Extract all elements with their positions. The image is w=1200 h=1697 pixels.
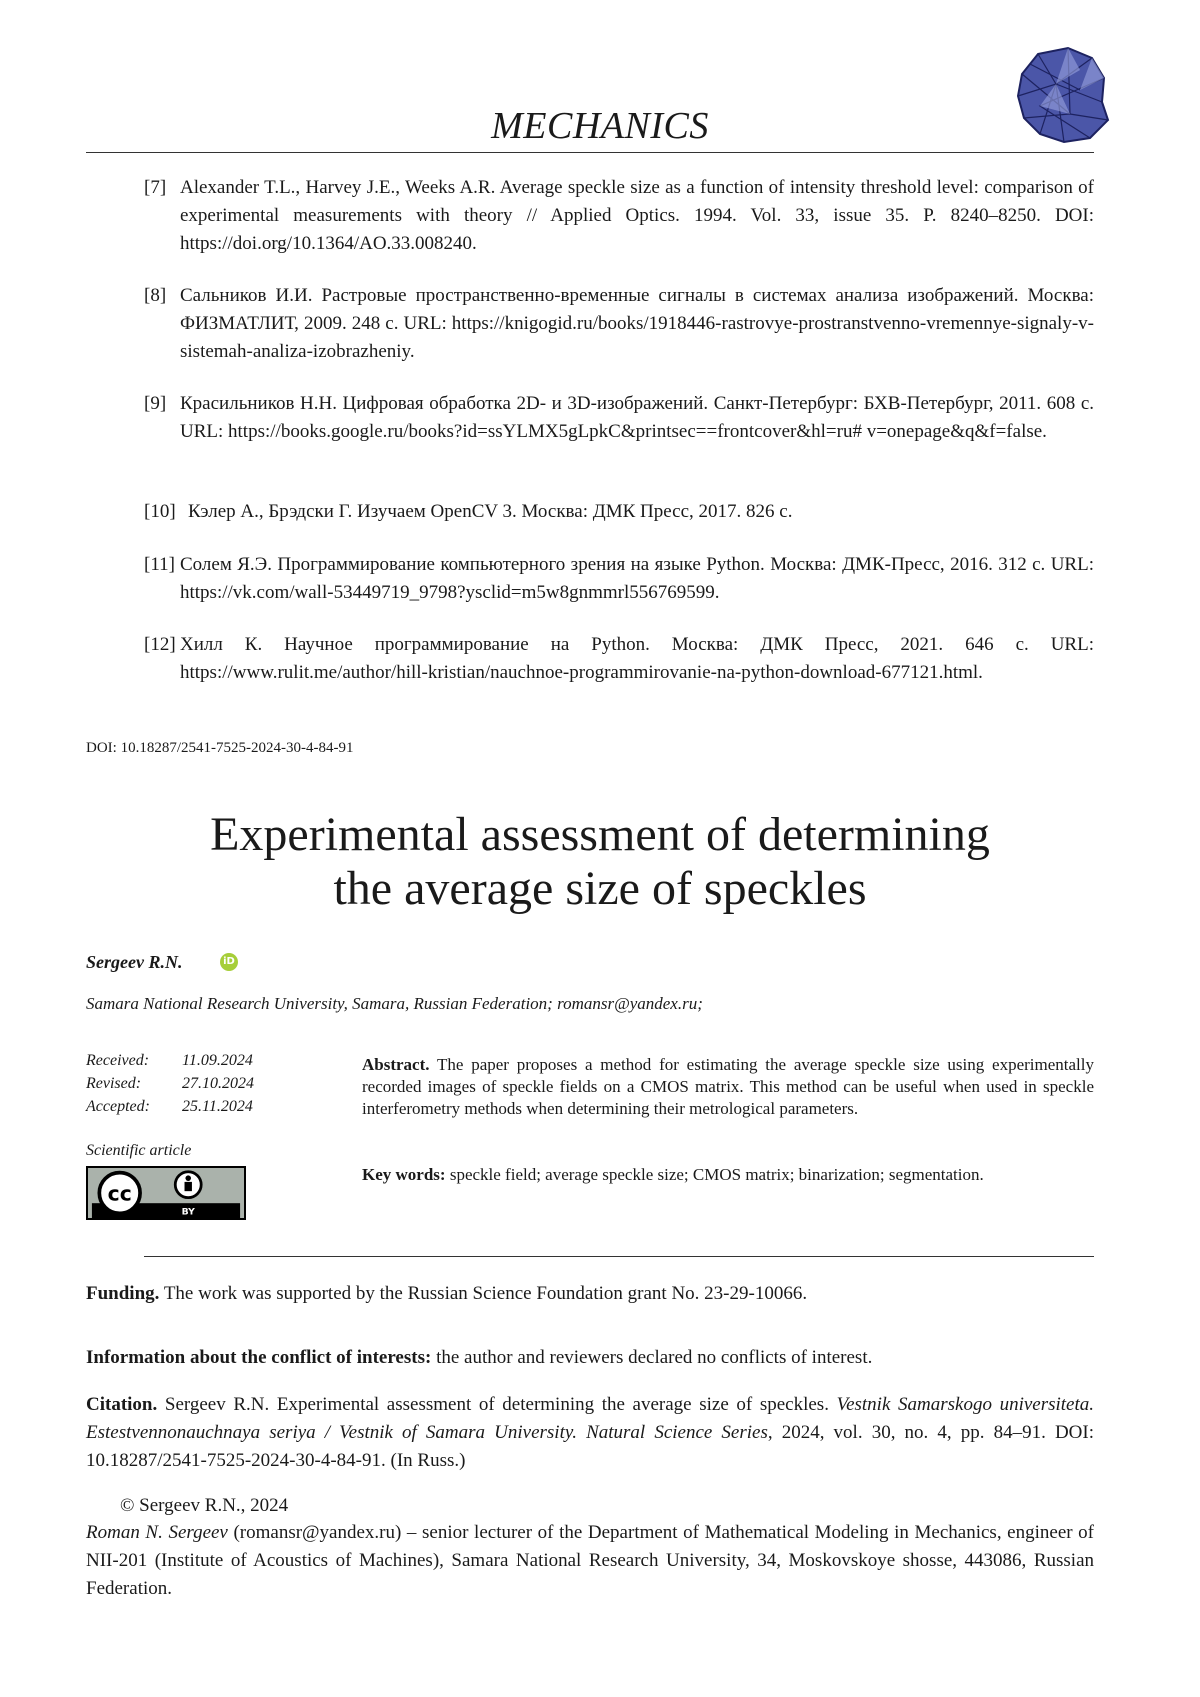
abstract [362, 1054, 1094, 1120]
article-title [0, 808, 1200, 916]
citation-journal: Vestnik Samarskogo universiteta. Estestvennonauchnaya seriya / Vestnik of Samara University. Natural Science Series [86, 1394, 1095, 1443]
section-rule [144, 1256, 1094, 1257]
svg-text:cc: cc [107, 1181, 132, 1206]
revised-date: Revised: 27.10.2024 [86, 1075, 254, 1092]
funding-text: The work was supported by the Russian Science Foundation grant No. 23-29-10066. [163, 1283, 808, 1304]
cc-by-license-badge[interactable] [86, 1166, 246, 1220]
abstract-text: The paper proposes a method for estimating the average speckle size using experimentally recorded images of speckle fields on a CMOS matrix. This method can be useful when used in speckle interferometry methods when determining their metrological parameters. [362, 1055, 1094, 1118]
accepted-date: Accepted: 25.11.2024 [86, 1098, 253, 1115]
bio-text: (romansr@yandex.ru) – senior lecturer of the Department of Mathematical Modeling in Mechanics, engineer of NII-201 (Institute of Acoustics of Machines), Samara National Research University, 34, Moskovskoye shosse, 443086, Russian Federation. [86, 1522, 1095, 1599]
funding-label: Funding. [86, 1283, 160, 1304]
attribution-icon [175, 1172, 201, 1198]
orcid-icon[interactable]: iD [220, 953, 238, 971]
reference-item: [9] Красильников Н.Н. Цифровая обработка 2D- и 3D-изображений. Санкт-Петербург: БХВ-Петербург, 2011. 608 с. URL: https://books.google.ru/books?id=ssYLMX5gLpkC&printsec==frontcover&hl=ru# v=onepage&q&f=false. [144, 393, 1094, 442]
reference-item: [11] Солем Я.Э. Программирование компьютерного зрения на языке Python. Москва: ДМК-Пресс, 2016. 312 с. URL: https://vk.com/wall-53449719_9798?ysclid=m5w8gnmmrl556769599. [144, 554, 1094, 603]
received-date: Received: 11.09.2024 [86, 1052, 253, 1069]
article-type: Scientific article [86, 1142, 192, 1159]
article-doi: DOI: 10.18287/2541-7525-2024-30-4-84-91 [86, 740, 354, 756]
title-line: the average size of speckles [333, 862, 867, 915]
journal-logo [1010, 44, 1110, 144]
copyright: © Sergeev R.N., 2024 [120, 1495, 289, 1516]
keywords [362, 1164, 1094, 1186]
reference-item: [7] Alexander T.L., Harvey J.E., Weeks A.R. Average speckle size as a function of intensity threshold level: comparison of experimental measurements with theory // Applied Optics. 1994. Vol. 33, issue 35. P. 8240–8250. DOI: https://doi.org/10.1364/AO.33.008240. [144, 177, 1094, 254]
citation-details: , 2024, vol. 30, no. 4, pp. 84–91. DOI: 10.18287/2541-7525-2024-30-4-84-91. (In Russ.) [86, 1422, 1094, 1471]
conflict-label: Information about the conflict of interests: [86, 1347, 432, 1368]
running-head: MECHANICS [491, 105, 709, 147]
reference-item: [12] Хилл К. Научное программирование на Python. Москва: ДМК Пресс, 2021. 646 с. URL: https://www.rulit.me/author/hill-kristian/nauchnoe-programmirovanie-na-python-download-677121.html. [144, 634, 1094, 683]
reference-item: [10] Кэлер А., Брэдски Г. Изучаем OpenCV 3. Москва: ДМК Пресс, 2017. 826 с. [144, 501, 793, 522]
abstract-label: Abstract. [362, 1055, 430, 1074]
citation [86, 1391, 1094, 1475]
author-bio [86, 1519, 1094, 1603]
conflict-of-interests [86, 1344, 1094, 1372]
keywords-text: speckle field; average speckle size; CMOS matrix; binarization; segmentation. [449, 1165, 984, 1184]
reference-item: [8] Сальников И.И. Растровые пространственно-временные сигналы в системах анализа изображений. Москва: ФИЗМАТЛИТ, 2009. 248 с. URL: https://knigogid.ru/books/1918446-rastrovye-prostranstvenno-vremennye-signaly-v-sistemah-analiza-izobrazheniy. [144, 285, 1094, 362]
header-rule [86, 152, 1094, 153]
author-name: Sergeev R.N. [86, 952, 183, 972]
citation-label: Citation. [86, 1394, 158, 1415]
citation-text: Sergeev R.N. Experimental assessment of determining the average size of speckles. [164, 1394, 829, 1415]
creative-commons-icon [99, 1173, 140, 1214]
license-by-label: BY [181, 1206, 195, 1218]
conflict-text: the author and reviewers declared no conflicts of interest. [436, 1347, 873, 1368]
bio-name: Roman N. Sergeev [86, 1522, 228, 1543]
funding [86, 1280, 1094, 1308]
keywords-label: Key words: [362, 1165, 446, 1184]
title-line: Experimental assessment of determining [210, 808, 990, 861]
affiliation: Samara National Research University, Samara, Russian Federation; romansr@yandex.ru; [86, 994, 703, 1013]
